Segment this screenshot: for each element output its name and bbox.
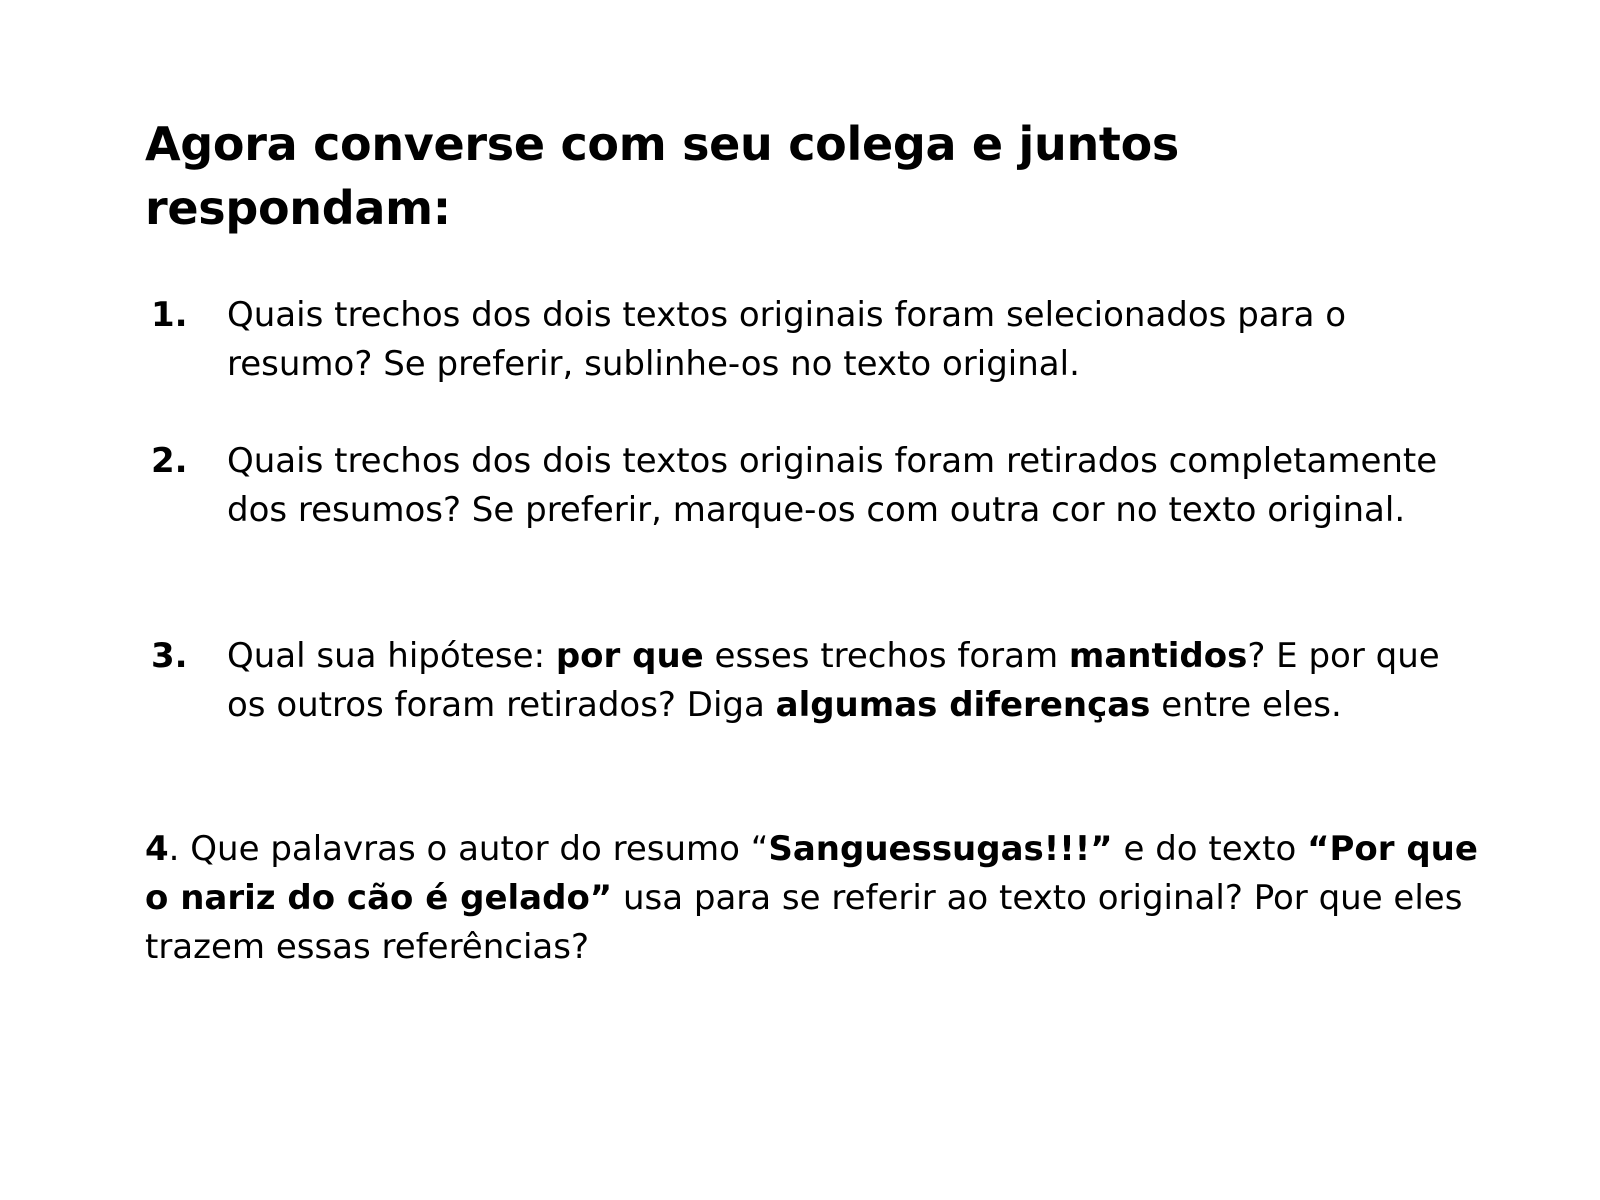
emphasis-text: algumas diferenças (775, 685, 1151, 725)
text-segment: entre eles. (1150, 685, 1342, 725)
question-1 (145, 291, 1485, 389)
text-segment: e do texto (1112, 829, 1308, 869)
question-number: 4 (145, 829, 169, 869)
text-segment: usa para se referir ao texto original? Por que eles trazem essas referências? (145, 878, 1463, 967)
emphasis-text: mantidos (1068, 636, 1248, 676)
question-3 (145, 632, 1485, 730)
emphasis-text: “Por que o nariz do cão é gelado” (145, 829, 1478, 918)
text-segment: ? E por que os outros foram retirados? Diga (227, 636, 1440, 725)
question-text: Quais trechos dos dois textos originais foram retirados completamente dos resumos? Se preferir, marque-os com outra cor no texto original. (227, 441, 1438, 530)
question-2 (145, 437, 1485, 535)
question-number: 2. (151, 441, 188, 481)
text-segment: esses trechos foram (703, 636, 1069, 676)
question-text: Quais trechos dos dois textos originais foram selecionados para o resumo? Se preferir, sublinhe-os no texto original. (227, 295, 1347, 384)
question-4 (145, 825, 1485, 972)
question-number: 3. (151, 636, 188, 676)
slide-title: Agora converse com seu colega e juntos respondam: (145, 117, 1179, 235)
text-segment: . Que palavras o autor do resumo “ (168, 829, 769, 869)
question-text (227, 632, 1485, 730)
question-number: 1. (151, 295, 188, 335)
emphasis-text: por que (555, 636, 704, 676)
emphasis-text: Sanguessugas!!!” (768, 829, 1113, 869)
text-segment: Qual sua hipótese: (227, 636, 556, 676)
